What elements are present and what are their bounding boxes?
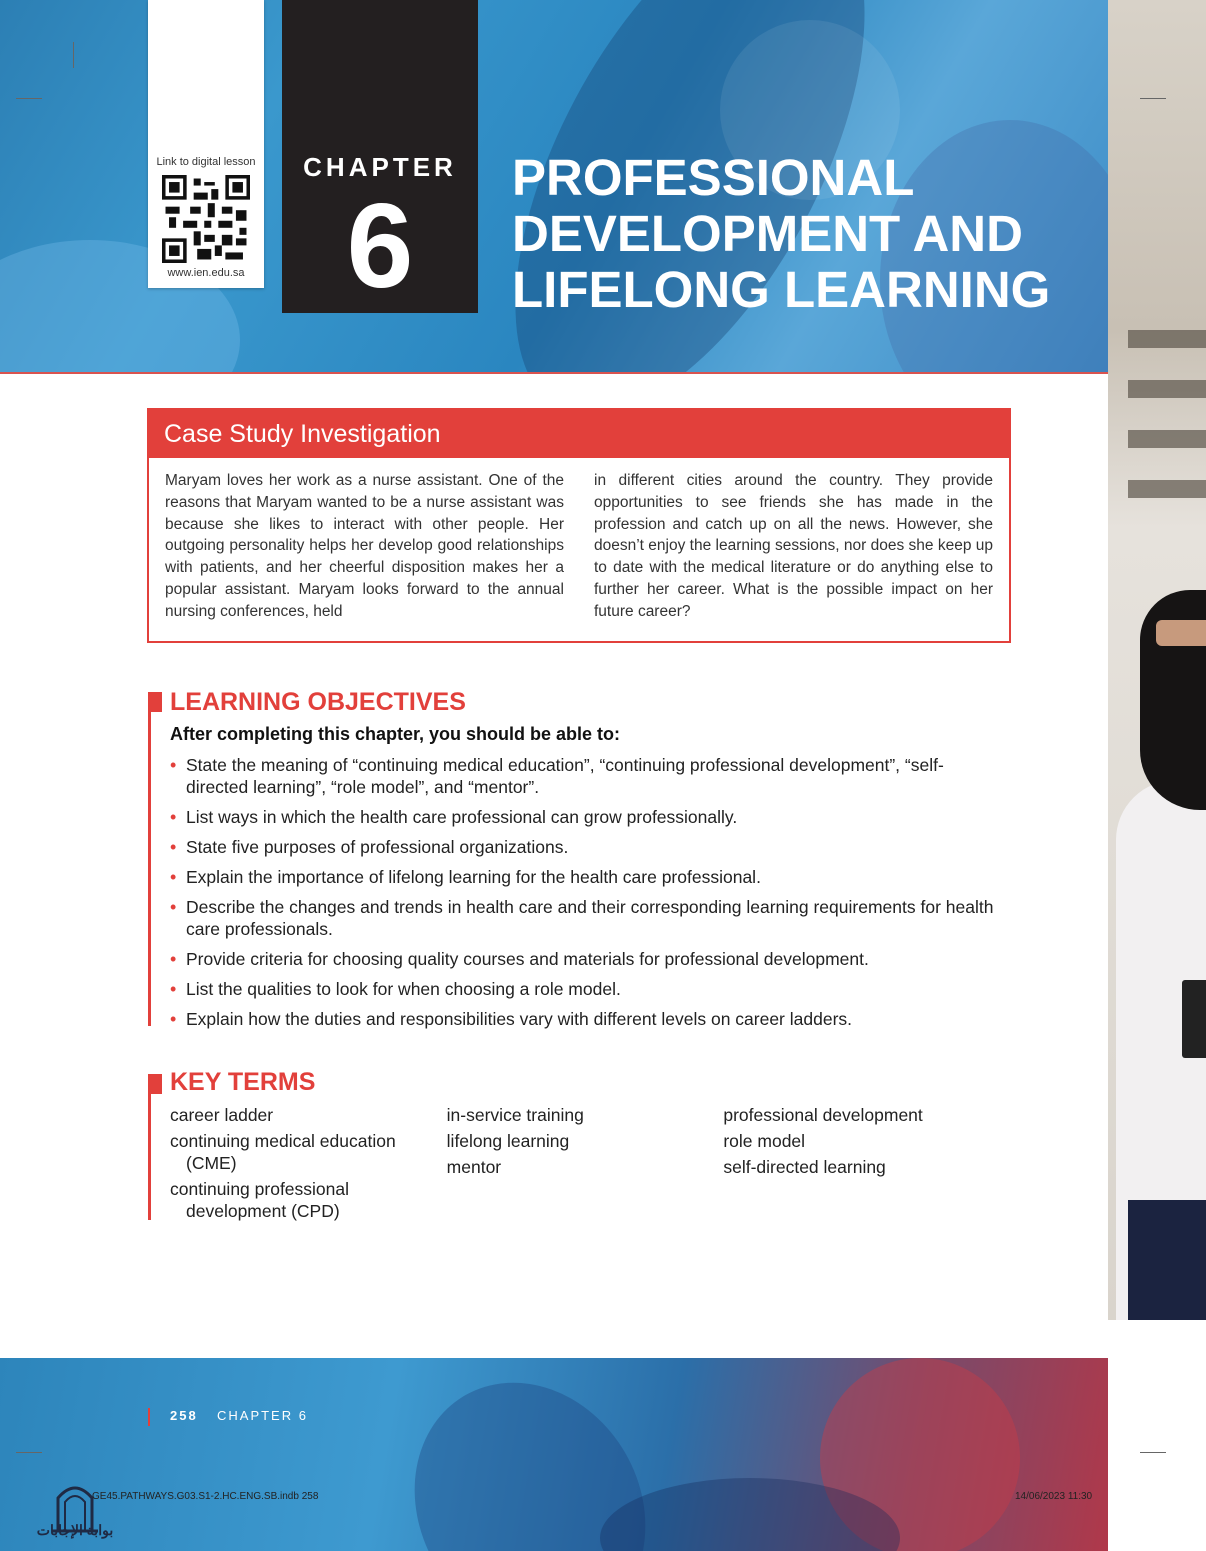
case-study-column: in different cities around the country. They provide opportunities to see friends she has made in the profession and catch up on all the news. However, she doesn’t enjoy the learning sessions, nor does she keep up to date with the medical literature or do anything else to further her career. What is the possible impact on her future career? bbox=[594, 472, 993, 620]
list-item: career ladder bbox=[170, 1105, 274, 1125]
footer-chapter-label: CHAPTER 6 bbox=[217, 1408, 308, 1423]
crop-mark bbox=[1140, 98, 1166, 99]
section-accent-bar bbox=[148, 692, 151, 1026]
section-accent-bar bbox=[148, 1074, 151, 1220]
nurse-photo bbox=[1108, 0, 1206, 1320]
photo-detail bbox=[1128, 330, 1206, 348]
list-item: • Describe the changes and trends in health care and their corresponding learning requirements for health care professionals. bbox=[170, 896, 1000, 940]
list-item: in-service training bbox=[446, 1105, 584, 1125]
digital-lesson-card[interactable] bbox=[148, 0, 264, 288]
crop-mark bbox=[1140, 1452, 1166, 1453]
key-terms-column bbox=[723, 1104, 1000, 1226]
photo-detail bbox=[1128, 380, 1206, 398]
key-terms-heading: KEY TERMS bbox=[170, 1068, 316, 1096]
photo-detail bbox=[1156, 620, 1206, 646]
chapter-title bbox=[512, 150, 1102, 318]
list-item: continuing professional development (CPD) bbox=[170, 1179, 350, 1221]
list-item: self-directed learning bbox=[723, 1157, 886, 1177]
footer-accent-bar bbox=[148, 1408, 150, 1426]
photo-detail bbox=[1128, 480, 1206, 498]
page-footer bbox=[0, 1358, 1108, 1551]
digital-lesson-label: Link to digital lesson bbox=[156, 156, 256, 168]
key-terms-column bbox=[170, 1104, 447, 1226]
photo-detail bbox=[1128, 1200, 1206, 1320]
chapter-number: 6 bbox=[346, 179, 414, 313]
objectives-lead: After completing this chapter, you should be able to: bbox=[170, 724, 621, 744]
objectives-list bbox=[170, 754, 1000, 1038]
learning-objectives-heading: LEARNING OBJECTIVES bbox=[170, 688, 466, 716]
print-date: 14/06/2023 11:30 bbox=[1015, 1491, 1093, 1502]
list-item: professional development bbox=[723, 1105, 923, 1125]
page-number: 258 bbox=[170, 1408, 198, 1423]
chapter-title-line: LIFELONG LEARNING bbox=[512, 261, 1051, 318]
list-item: • State five purposes of professional organizations. bbox=[170, 836, 1000, 858]
list-item: lifelong learning bbox=[446, 1131, 570, 1151]
section-accent-tab bbox=[148, 1074, 162, 1094]
case-study-body bbox=[165, 470, 993, 623]
chapter-title-line: PROFESSIONAL bbox=[512, 149, 915, 206]
key-terms-grid bbox=[170, 1104, 1000, 1226]
list-item: • Explain how the duties and responsibilities vary with different levels on career ladders. bbox=[170, 1008, 1000, 1030]
photo-detail bbox=[1128, 430, 1206, 448]
qr-code-icon[interactable] bbox=[162, 175, 250, 263]
chapter-label-box bbox=[282, 0, 478, 313]
key-terms-column bbox=[447, 1104, 724, 1226]
case-study-heading: Case Study Investigation bbox=[149, 410, 1009, 458]
crop-mark bbox=[16, 1452, 42, 1453]
section-accent-tab bbox=[148, 692, 162, 712]
list-item: • List ways in which the health care professional can grow professionally. bbox=[170, 806, 1000, 828]
list-item: • Provide criteria for choosing quality courses and materials for professional development. bbox=[170, 948, 1000, 970]
crop-mark bbox=[73, 42, 74, 68]
chapter-word: CHAPTER bbox=[303, 152, 457, 182]
chapter-banner bbox=[0, 0, 1108, 374]
list-item: • List the qualities to look for when choosing a role model. bbox=[170, 978, 1000, 1000]
answers-portal-logo-text: بوابة الإجابات bbox=[36, 1522, 114, 1538]
case-study-box bbox=[147, 408, 1011, 643]
chapter-title-line: DEVELOPMENT AND bbox=[512, 205, 1023, 262]
list-item: • Explain the importance of lifelong learning for the health care professional. bbox=[170, 866, 1000, 888]
photo-detail bbox=[1182, 980, 1206, 1058]
case-study-column: Maryam loves her work as a nurse assistant. One of the reasons that Maryam wanted to be a nurse assistant was because she likes to interact with other people. Her outgoing personality helps her develop good relationships with patients, and her cheerful disposition makes her a popular assistant. Maryam looks forward to the annual nursing conferences, held bbox=[165, 472, 564, 620]
list-item: mentor bbox=[446, 1157, 502, 1177]
print-file-info: GE45.PATHWAYS.G03.S1-2.HC.ENG.SB.indb 258 bbox=[92, 1491, 319, 1502]
list-item: • State the meaning of “continuing medical education”, “continuing professional development”, “self-directed learning”, “role model”, and “mentor”. bbox=[170, 754, 1000, 798]
list-item: continuing medical education (CME) bbox=[170, 1131, 396, 1173]
digital-lesson-url[interactable]: www.ien.edu.sa bbox=[167, 267, 245, 279]
list-item: role model bbox=[723, 1131, 806, 1151]
crop-mark bbox=[16, 98, 42, 99]
